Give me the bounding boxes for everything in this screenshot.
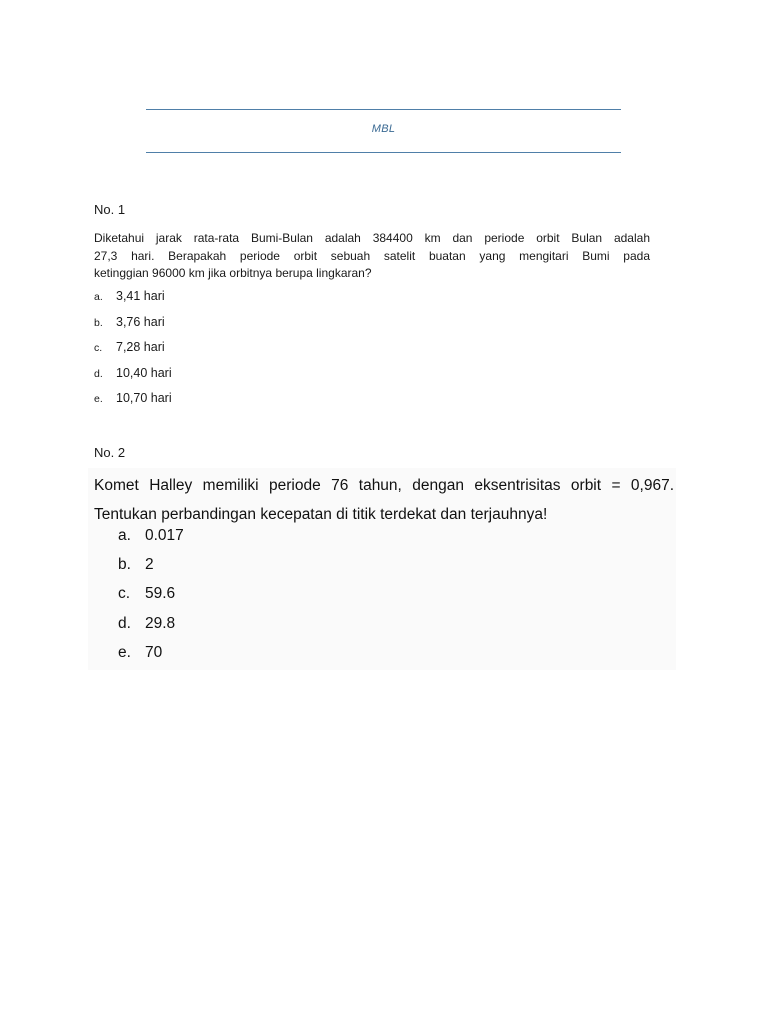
option-letter: b. [118,556,131,574]
header-top-rule [146,109,621,110]
header-bottom-rule [146,152,621,153]
option-letter: a. [94,291,103,303]
question-2-text [94,471,674,529]
option-letter: c. [94,342,103,355]
option-e [94,391,172,417]
option-letter: d. [118,614,131,632]
option-text: 59.6 [145,585,176,603]
option-letter: b. [94,316,103,329]
option-letter: c. [118,585,131,603]
question-2-label: No. 2 [94,445,126,460]
option-a [118,527,184,556]
option-text: 2 [145,556,154,574]
option-a [94,289,172,315]
option-text: 29.8 [145,614,176,632]
option-b [94,315,172,341]
option-text: 0.017 [145,527,184,544]
option-letter: e. [94,393,103,406]
question-2-line: Komet Halley memiliki periode 76 tahun, dengan eksentrisitas orbit = 0,967. [94,477,674,494]
header-title: MBL [371,123,396,135]
question-1-text [94,230,650,283]
option-b [118,556,184,585]
option-text: 10,40 hari [116,365,172,380]
question-2-options [118,527,184,673]
option-letter: e. [118,643,131,661]
option-letter: d. [94,367,103,380]
option-text: 7,28 hari [116,340,165,355]
option-c [118,585,184,614]
option-c [94,340,172,366]
option-text: 3,76 hari [116,314,165,329]
option-text: 10,70 hari [116,391,172,406]
option-letter: a. [118,527,131,544]
question-2-line: Tentukan perbandingan kecepatan di titik terdekat dan terjauhnya! [94,506,548,523]
question-1-line: 27,3 hari. Berapakah periode orbit sebuah satelit buatan yang mengitari Bumi pada [94,248,650,263]
question-1-options [94,289,172,417]
option-d [94,366,172,392]
option-text: 70 [145,643,163,661]
question-1-line: ketinggian 96000 km jika orbitnya berupa lingkaran? [94,266,372,280]
question-1-line: Diketahui jarak rata-rata Bumi-Bulan adalah 384400 km dan periode orbit Bulan adalah [94,231,650,245]
option-d [118,615,184,644]
option-text: 3,41 hari [116,289,165,303]
option-e [118,644,184,673]
question-1-label: No. 1 [94,202,126,217]
